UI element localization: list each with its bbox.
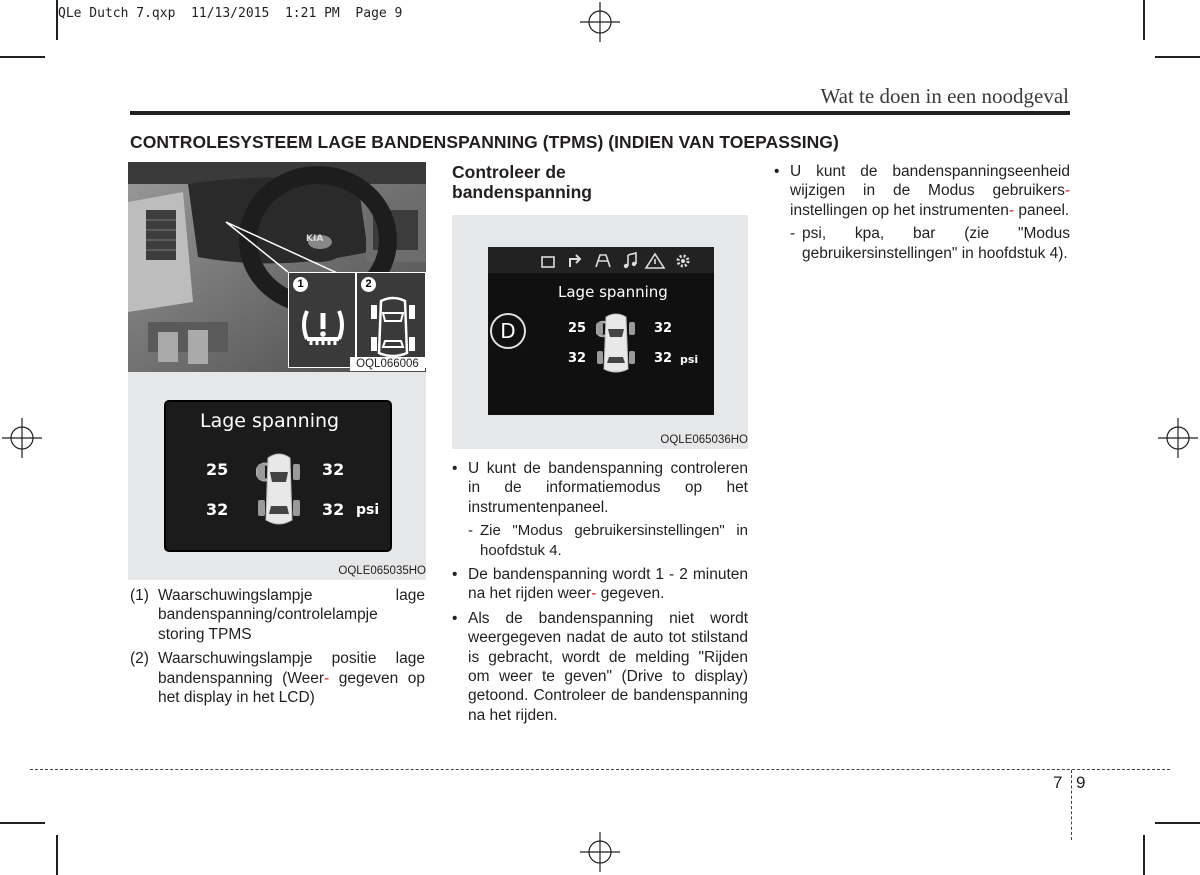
right-column-text	[774, 162, 1070, 268]
crop-mark	[1155, 56, 1200, 58]
bullet-item	[452, 459, 748, 560]
list-text: gegeven op het display in het LCD)	[158, 669, 425, 707]
crop-mark	[1143, 0, 1145, 40]
registration-mark-icon	[580, 832, 620, 872]
bullet-item	[452, 565, 748, 604]
page-number-divider	[1071, 770, 1072, 840]
list-item	[130, 586, 425, 644]
lcd-title: Lage spanning	[200, 410, 340, 432]
crop-mark	[1155, 822, 1200, 824]
list-text: Waarschuwingslampje positie lage bandenspanning (Weer	[158, 650, 425, 687]
tire-pressure-rear-left: 32	[568, 351, 587, 366]
page-number: 9	[1076, 773, 1086, 792]
tire-pressure-rear-left: 32	[206, 500, 229, 519]
list-item	[130, 649, 425, 707]
cluster-menu-icons	[540, 252, 700, 270]
callout-badge-1: 1	[293, 277, 308, 292]
tire-pressure-front-left: 25	[206, 460, 229, 479]
section-title: CONTROLESYSTEEM LAGE BANDENSPANNING (TPMS) (INDIEN VAN TOEPASSING)	[130, 132, 839, 152]
car-top-view-icon	[596, 311, 636, 375]
tpms-warning-icon	[297, 299, 349, 351]
figure-caption: OQLE065035HO	[338, 565, 426, 577]
bullet-text: instellingen op het instrumenten	[790, 201, 1009, 219]
dash-text: Zie "Modus gebruikersinstellingen" in hoofdstuk 4.	[480, 522, 748, 559]
header-rule	[130, 111, 1070, 115]
registration-mark-icon	[2, 418, 42, 458]
car-top-view-icon	[367, 295, 419, 361]
crop-mark	[0, 56, 45, 58]
kia-logo: KIA	[306, 234, 324, 244]
subheading: Controleer de bandenspanning	[452, 162, 592, 202]
registration-mark-icon	[580, 2, 620, 42]
figure-caption: OQLE065036HO	[660, 434, 748, 446]
list-text: Waarschuwingslampje lage bandenspanning/controlelampje storing TPMS	[158, 587, 425, 643]
callout-badge-2: 2	[361, 277, 376, 292]
figure-lcd-panel	[128, 372, 426, 580]
figure-cluster-panel	[452, 215, 748, 449]
car-top-view-icon	[256, 450, 302, 528]
bullet-text: paneel.	[1018, 201, 1070, 219]
dash-item	[468, 521, 748, 560]
pressure-unit: psi	[680, 353, 699, 366]
left-column-text	[130, 586, 425, 712]
middle-column-text	[452, 459, 748, 730]
bullet-text: De bandenspanning wordt 1 - 2 minuten na het rijden weer	[468, 566, 748, 603]
crop-mark	[56, 835, 58, 875]
gear-indicator	[490, 313, 526, 349]
tire-pressure-front-right: 32	[322, 460, 345, 479]
tire-pressure-rear-right: 32	[322, 500, 345, 519]
cluster-title: Lage spanning	[558, 283, 668, 301]
warning-lamp-callout	[288, 272, 426, 368]
chapter-number: 7	[1053, 773, 1063, 792]
hyphen: -	[1064, 182, 1070, 200]
crop-mark	[1143, 835, 1145, 875]
dash-item	[790, 224, 1070, 263]
list-number: (1)	[130, 587, 149, 604]
bullet-item	[452, 609, 748, 725]
footer-dashed-rule	[30, 769, 1170, 770]
hyphen: -	[324, 669, 330, 687]
hyphen: -	[591, 585, 597, 603]
hyphen: -	[1008, 201, 1015, 219]
list-number: (2)	[130, 650, 149, 668]
pressure-unit: psi	[356, 502, 380, 518]
bullet-text: U kunt de bandenspanningseenheid wijzigen in de Modus gebruikers	[790, 163, 1070, 200]
running-head: Wat te doen in een noodgeval	[820, 84, 1069, 108]
dash-text: psi, kpa, bar (zie "Modus gebruikersinstellingen" in hoofdstuk 4).	[802, 225, 1070, 262]
lcd-screen	[164, 400, 392, 552]
crop-mark	[0, 822, 45, 824]
print-slug: QLe Dutch 7.qxp 11/13/2015 1:21 PM Page 9	[58, 6, 403, 21]
figure-caption: OQL066006	[350, 357, 425, 371]
crop-mark	[56, 0, 58, 40]
callout-divider	[355, 273, 357, 367]
bullet-text: U kunt de bandenspanning controleren in de informatiemodus op het instrumentenpaneel.	[468, 460, 748, 516]
gear-letter: D	[500, 319, 516, 343]
tire-pressure-front-left: 25	[568, 321, 587, 336]
tire-pressure-rear-right: 32	[654, 351, 673, 366]
bullet-text: Als de bandenspanning niet wordt weergegeven nadat de auto tot stilstand is gebracht, wordt de melding "Rijden om weer te geven" (Drive to display) getoond. Controleer de bandenspanning na het rijden.	[468, 609, 748, 724]
bullet-item	[774, 162, 1070, 263]
registration-mark-icon	[1158, 418, 1198, 458]
bullet-text: gegeven.	[600, 585, 665, 603]
tire-pressure-front-right: 32	[654, 321, 673, 336]
figure-dashboard-photo	[128, 162, 426, 372]
